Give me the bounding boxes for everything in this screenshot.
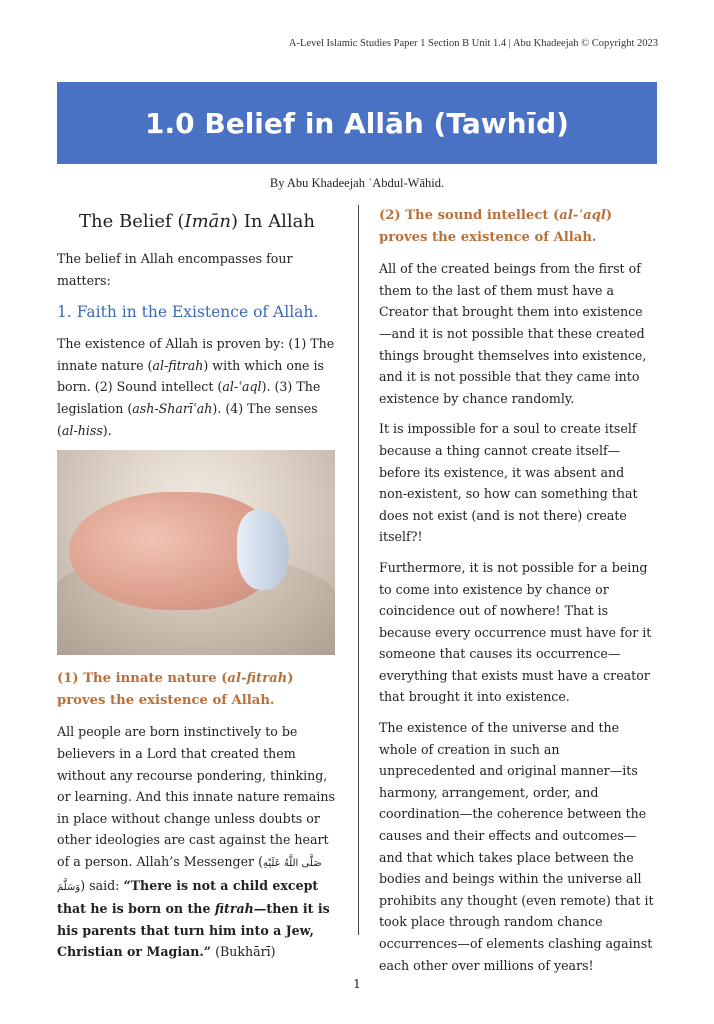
hadith-quote: “There is not a child except that he is born on the fitrah—then it is his parents that turn him into a Jew, Christian or Magian.” (57, 877, 330, 960)
hadith-source: (Bukhārī) (215, 944, 276, 960)
title-banner (57, 82, 657, 164)
left-column (57, 205, 337, 972)
paragraph: It is impossible for a soul to create itself because a thing cannot create itself—before its existence, it was absent and non-existent, so how can something that does not exist (and is not there) create itself?! (379, 421, 638, 545)
page-number: 1 (353, 977, 361, 991)
aql-heading: (2) The sound intellect (al-ʿaql) proves the existence of Allah. (379, 208, 613, 245)
baby-hand-photo (57, 450, 335, 655)
fitrah-heading: (1) The innate nature (al-fitrah) proves the existence of Allah. (57, 671, 294, 708)
column-divider (358, 205, 359, 935)
sleeve-shape (237, 510, 289, 590)
paragraph: The existence of the universe and the whole of creation in such an unprecedented and original manner—its harmony, arrangement, order, and coordination—the coherence between the causes and their effects and outcomes—and that which takes place between the bodies and beings within the universe all prohibits any thought (even remote) that it took place through random chance occurrences—of elements clashing against each other over millions of years! (379, 720, 654, 973)
paragraph: All of the created beings from the first of them to the last of them must have a Creator that brought them into existence—and it is not possible that these created things brought themselves into existence, and it is not possible that they came into existence by chance randomly. (379, 261, 647, 406)
page-title: 1.0 Belief in Allāh (Tawhīd) (145, 106, 569, 140)
faith-existence-heading: 1. Faith in the Existence of Allah. (57, 303, 319, 322)
intro-text: The belief in Allah encompasses four matters: (57, 251, 293, 288)
proofs-paragraph: The existence of Allah is proven by: (1) The innate nature (al-fitrah) with which one is born. (2) Sound intellect (al-ʿaql). (3) The legislation (ash-Sharīʿah). (4) The senses (al-hiss). (57, 336, 335, 438)
byline: By Abu Khadeejah ʿAbdul-Wāhid. (269, 176, 445, 190)
iman-term: Imān (184, 211, 231, 232)
paragraph: Furthermore, it is not possible for a being to come into existence by chance or coincidence out of nowhere! That is because every occurrence must have for it someone that causes its occurrence—everything that exists must have a creator that brought it into existence. (379, 559, 652, 705)
running-header: A-Level Islamic Studies Paper 1 Section B Unit 1.4 | Abu Khadeejah © Copyright 2023 (288, 38, 658, 49)
right-column (379, 205, 655, 985)
salutation-glyph: صَلَّى اللَّهُ عَلَيْهِ وَسَلَّمَ (57, 857, 322, 893)
fitrah-body: All people are born instinctively to be believers in a Lord that created them without any recourse pondering, thinking, or learning. And this innate nature remains in place without change unless doubts or other ideologies are cast against the heart of a person. Allah’s Messenger (صَلَّى اللَّهُ عَلَيْهِ وَسَلَّمَ) said: “There is not a child except that he is born on the fitrah—then it is his parents that turn him into a Jew, Christian or Magian.” (Bukhārī) (57, 724, 335, 960)
section-heading: The Belief (Imān) In Allah (79, 211, 315, 232)
